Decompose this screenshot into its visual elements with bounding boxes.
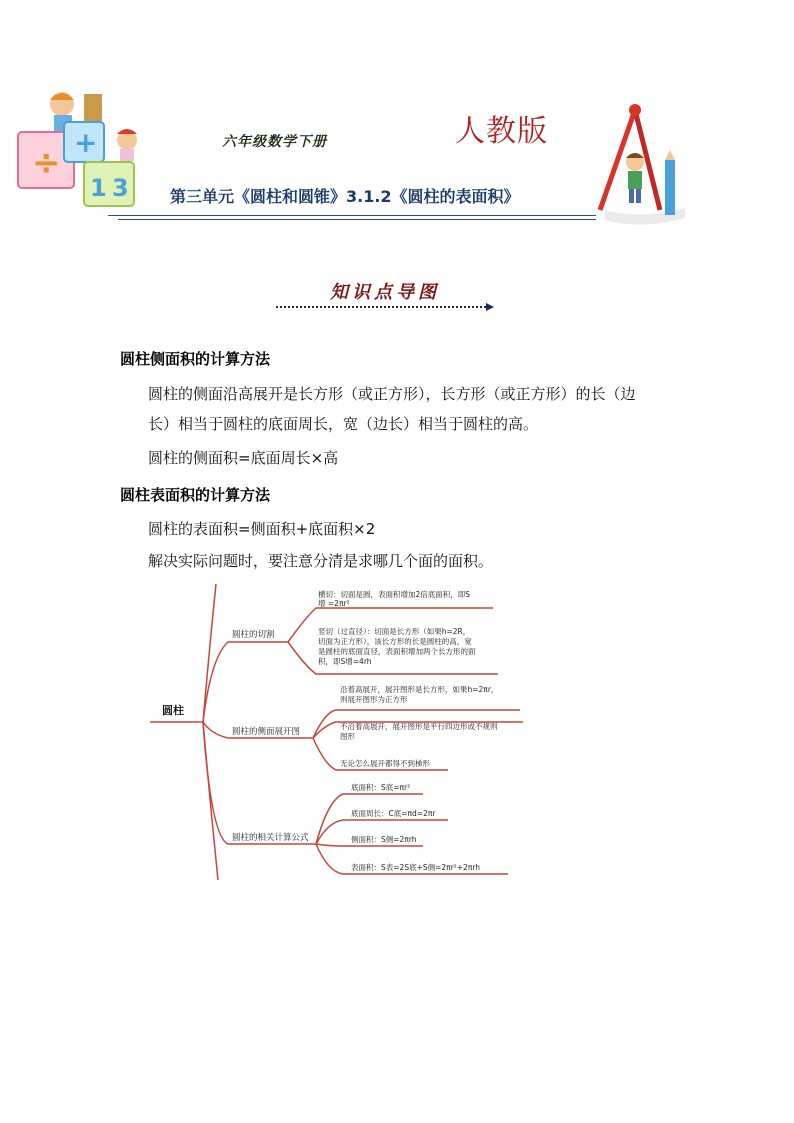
paragraph-line: 圆柱的侧面沿高展开是长方形（或正方形），长方形（或正方形）的长（边 xyxy=(148,385,636,403)
mindmap-leaf: 表面积：S表=2S底+S侧=2πr²+2πrh xyxy=(351,863,481,872)
svg-text:1: 1 xyxy=(90,174,107,202)
mindmap-leaf: 无论怎么展开都得不到梯形 xyxy=(340,759,430,768)
mindmap-branch: 圆柱的相关计算公式 xyxy=(232,833,309,843)
header-rule xyxy=(108,215,596,216)
formula-surface-area: 圆柱的表面积=侧面积+底面积×2 xyxy=(148,520,376,538)
header-rule xyxy=(118,219,596,220)
mindmap-leaf: 增 =2πr² xyxy=(318,599,350,608)
svg-text:3: 3 xyxy=(112,174,129,202)
mindmap-leaf: 积，即S增=4rh xyxy=(318,657,372,666)
paragraph-line: 长）相当于圆柱的底面周长，宽（边长）相当于圆柱的高。 xyxy=(148,415,539,433)
mindmap xyxy=(148,582,538,882)
svg-text:+: + xyxy=(74,126,98,159)
mindmap-branch: 圆柱的切割 xyxy=(232,630,275,640)
arrow-right-icon xyxy=(486,303,494,311)
mindmap-leaf: 是圆柱的底面直径，表面积增加两个长方形的面 xyxy=(318,647,476,656)
mindmap-leaf: 底面积：S底=πr² xyxy=(351,783,411,792)
mindmap-leaf: 则展开图形为正方形 xyxy=(340,695,408,704)
svg-text:÷: ÷ xyxy=(32,143,61,183)
mindmap-leaf: 不沿着高展开，展开图形是平行四边形或不规则 xyxy=(340,722,498,731)
mindmap-leaf: 图形 xyxy=(340,732,355,741)
publisher-label: 人教版 xyxy=(455,114,548,149)
paragraph-note: 解决实际问题时，要注意分清是求哪几个面的面积。 xyxy=(148,552,494,570)
mindmap-leaf: 侧面积：S侧=2πrh xyxy=(351,835,417,844)
mindmap-leaf: 竖切（过直径）：切面是长方形（如果h=2R， xyxy=(318,627,471,636)
mindmap-branch: 圆柱的侧面展开图 xyxy=(232,727,301,737)
section-header: 知识点导图 xyxy=(330,282,440,303)
unit-title: 第三单元《圆柱和圆锥》3.1.2《圆柱的表面积》 xyxy=(170,187,520,206)
mindmap-leaf: 沿着高展开，展开图形是长方形，如果h=2πr， xyxy=(340,685,499,694)
formula-lateral-area: 圆柱的侧面积=底面周长×高 xyxy=(148,449,339,467)
mindmap-root: 圆柱 xyxy=(162,704,184,717)
dotted-divider xyxy=(276,306,486,308)
kids-blocks-illustration xyxy=(14,82,144,212)
grade-label: 六年级数学下册 xyxy=(222,134,327,150)
mindmap-leaf: 底面周长：C底=πd=2πr xyxy=(351,809,436,818)
mindmap-leaf: 横切：切面是圆，表面积增加2倍底面积，即S xyxy=(318,590,471,599)
heading-lateral-area: 圆柱侧面积的计算方法 xyxy=(120,350,271,368)
mindmap-leaf: 切面为正方形），该长方形的长是圆柱的高，宽 xyxy=(318,637,472,646)
compass-pencil-illustration xyxy=(585,100,695,230)
heading-surface-area: 圆柱表面积的计算方法 xyxy=(120,486,271,504)
